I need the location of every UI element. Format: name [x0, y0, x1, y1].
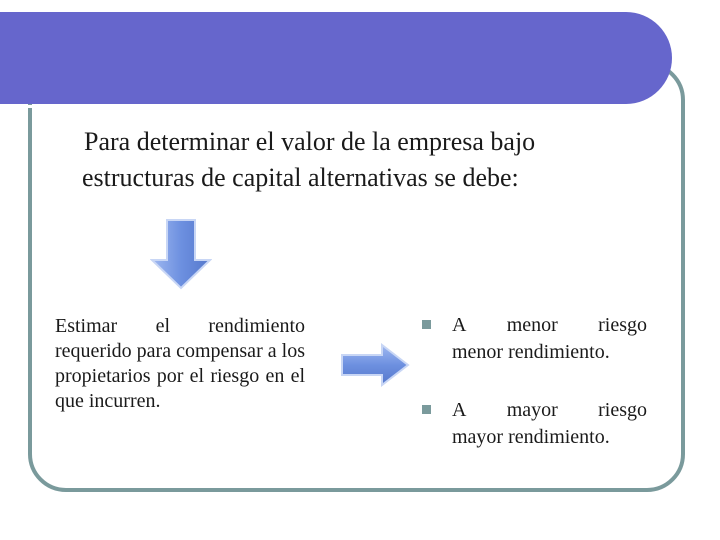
right-arrow-icon [340, 343, 410, 387]
heading-line-2: estructuras de capital alternativas se debe: [82, 163, 519, 192]
down-arrow-icon [150, 218, 212, 290]
title-banner [0, 12, 672, 104]
bullet-item-menor-riesgo [422, 312, 647, 366]
bullet-line-2: mayor rendimiento. [452, 426, 610, 448]
bullet-item-mayor-riesgo [422, 397, 647, 451]
slide-heading [84, 124, 684, 196]
banner-underline [0, 105, 636, 108]
bullet-word: mayor [506, 399, 558, 421]
bullet-word: A [452, 399, 467, 421]
bullet-line-1 [452, 312, 647, 339]
bullet-line-2: menor rendimiento. [452, 341, 610, 363]
bullet-word: menor [506, 314, 558, 336]
square-bullet-icon [422, 320, 431, 329]
bullet-word: riesgo [598, 314, 647, 336]
left-text-block: Estimar el rendimiento requerido para compensar a los propietarios por el riesgo en el que incurren. [55, 315, 305, 412]
heading-line-1: Para determinar el valor de la empresa bajo [84, 127, 536, 156]
square-bullet-icon [422, 405, 431, 414]
bullet-word: A [452, 314, 467, 336]
bullet-word: riesgo [598, 399, 647, 421]
bullet-line-1 [452, 397, 647, 424]
